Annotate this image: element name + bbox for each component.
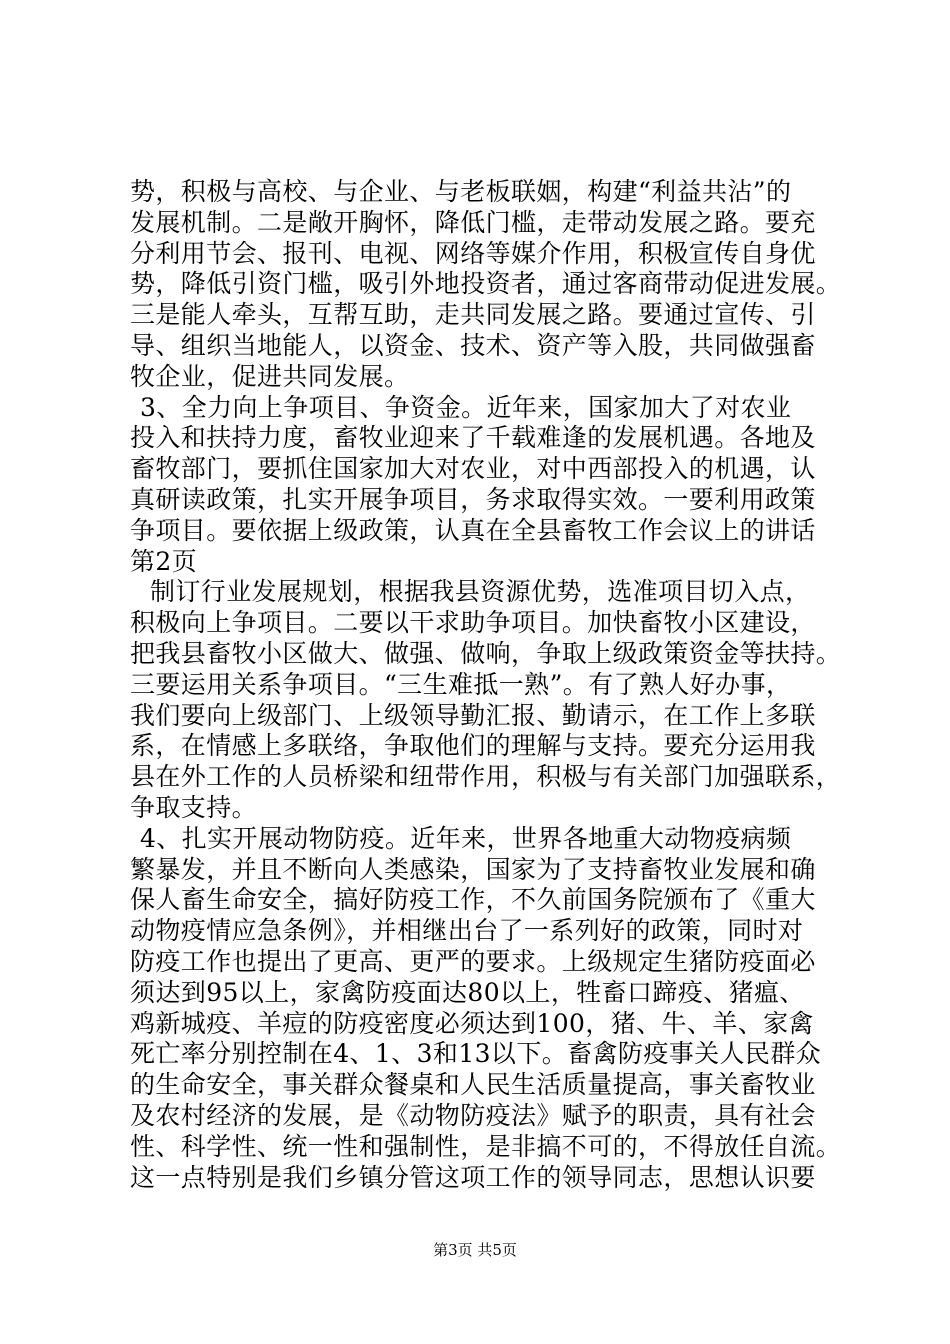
text-line: 制订行业发展规划，根据我县资源优势，选准项目切入点， xyxy=(150,577,811,607)
text-line: 三是能人牵头，互帮互助，走共同发展之路。要通过宣传、引 xyxy=(130,300,816,330)
text-line: 的生命安全，事关群众餐桌和人民生活质量提高，事关畜牧业 xyxy=(130,1070,816,1100)
text-line: 争取支持。 xyxy=(130,793,258,822)
text-line: 势，积极与高校、与企业、与老板联姻，构建“利益共沾”的 xyxy=(130,177,792,206)
text-line: 性、科学性、统一性和强制性，是非搞不可的，不得放任自流。 xyxy=(130,1131,842,1161)
text-line: 动物疫情应急条例》，并相继出台了一系列好的政策，同时对 xyxy=(130,916,804,946)
text-line: 牧企业，促进共同发展。 xyxy=(130,361,410,391)
text-line: 系，在情感上多联络，争取他们的理解与支持。要充分运用我 xyxy=(130,731,816,761)
text-line: 积极向上争项目。二要以干求助争项目。加快畜牧小区建设， xyxy=(130,608,816,638)
text-line: 势，降低引资门槛，吸引外地投资者，通过客商带动促进发展。 xyxy=(130,269,842,299)
text-line: 4、扎实开展动物防疫。近年来，世界各地重大动物疫病频 xyxy=(140,823,792,853)
text-line: 防疫工作也提出了更高、更严的要求。上级规定生猪防疫面必 xyxy=(130,947,816,976)
text-line: 投入和扶持力度，畜牧业迎来了千载难逢的发展机遇。各地及 xyxy=(130,423,816,453)
text-line: 导、组织当地能人，以资金、技术、资产等入股，共同做强畜 xyxy=(130,331,816,360)
text-line: 分利用节会、报刊、电视、网络等媒介作用，积极宣传自身优 xyxy=(130,238,816,268)
page-footer: 第3页 共5页 xyxy=(433,1241,517,1259)
text-line: 鸡新城疫、羊痘的防疫密度必须达到100，猪、牛、羊、家禽 xyxy=(130,1008,814,1038)
text-line: 我们要向上级部门、上级领导勤汇报、勤请示，在工作上多联 xyxy=(130,700,816,730)
text-line: 及农村经济的发展，是《动物防疫法》赋予的职责，具有社会 xyxy=(130,1101,816,1130)
text-line: 须达到95以上，家禽防疫面达80以上，牲畜口蹄疫、猪瘟、 xyxy=(130,977,805,1007)
text-line: 发展机制。二是敞开胸怀，降低门槛，走带动发展之路。要充 xyxy=(130,207,816,237)
text-line: 真研读政策，扎实开展争项目，务求取得实效。一要利用政策 xyxy=(130,485,816,514)
text-line: 争项目。要依据上级政策，认真在全县畜牧工作会议上的讲话 xyxy=(130,515,816,545)
text-line: 3、全力向上争项目、争资金。近年来，国家加大了对农业 xyxy=(140,392,792,422)
text-line: 死亡率分别控制在4、1、3和13以下。畜禽防疫事关人民群众 xyxy=(130,1039,822,1069)
text-line: 保人畜生命安全，搞好防疫工作，不久前国务院颁布了《重大 xyxy=(130,885,816,915)
text-line: 畜牧部门，要抓住国家加大对农业，对中西部投入的机遇，认 xyxy=(130,454,816,484)
text-line: 把我县畜牧小区做大、做强、做响，争取上级政策资金等扶持。 xyxy=(130,639,842,668)
text-line: 这一点特别是我们乡镇分管这项工作的领导同志，思想认识要 xyxy=(130,1162,816,1192)
text-line: 繁暴发，并且不断向人类感染，国家为了支持畜牧业发展和确 xyxy=(130,854,816,884)
page-marker: 第2页 xyxy=(130,546,198,576)
text-line: 县在外工作的人员桥梁和纽带作用，积极与有关部门加强联系， xyxy=(130,762,842,792)
text-line: 三要运用关系争项目。“三生难抵一熟”。有了熟人好办事， xyxy=(130,669,792,699)
